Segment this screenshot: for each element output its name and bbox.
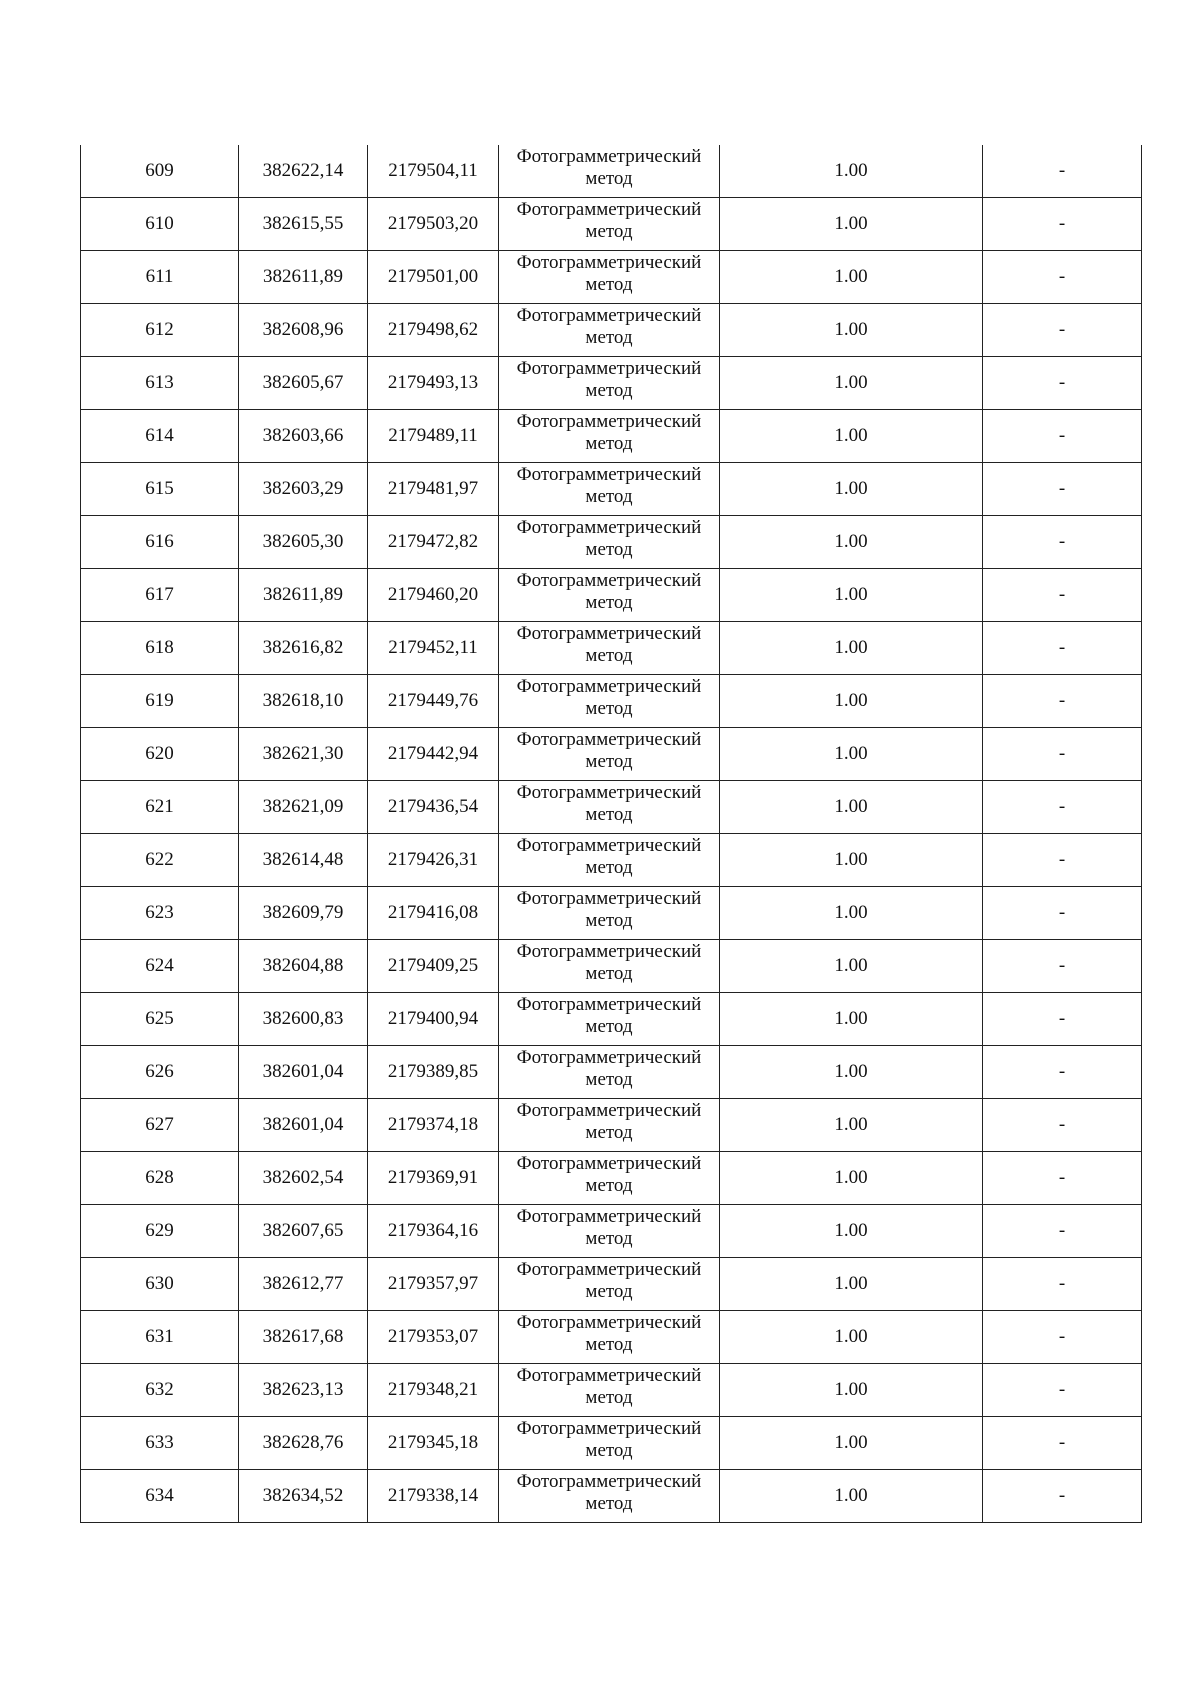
point-number-cell: 625 xyxy=(81,993,239,1046)
coordinates-table-body xyxy=(81,145,1142,1523)
description-cell: - xyxy=(983,1417,1142,1470)
y-coordinate-cell: 2179503,20 xyxy=(368,198,499,251)
method-text: Фотограмметрический метод xyxy=(516,1259,702,1302)
table-row xyxy=(81,728,1142,781)
accuracy-cell: 1.00 xyxy=(720,834,983,887)
method-cell xyxy=(499,569,720,622)
x-coordinate-cell: 382615,55 xyxy=(239,198,368,251)
y-coordinate-cell: 2179338,14 xyxy=(368,1470,499,1523)
description-cell: - xyxy=(983,516,1142,569)
description-cell: - xyxy=(983,887,1142,940)
y-coordinate-cell: 2179442,94 xyxy=(368,728,499,781)
description-cell: - xyxy=(983,1099,1142,1152)
method-cell xyxy=(499,145,720,198)
point-number-cell: 613 xyxy=(81,357,239,410)
table-row xyxy=(81,834,1142,887)
method-text: Фотограмметрический метод xyxy=(516,1418,702,1461)
table-row xyxy=(81,145,1142,198)
description-cell: - xyxy=(983,251,1142,304)
coordinates-table xyxy=(80,145,1142,1523)
method-text: Фотограмметрический метод xyxy=(516,146,702,189)
x-coordinate-cell: 382616,82 xyxy=(239,622,368,675)
x-coordinate-cell: 382621,09 xyxy=(239,781,368,834)
description-cell: - xyxy=(983,1258,1142,1311)
x-coordinate-cell: 382611,89 xyxy=(239,251,368,304)
accuracy-cell: 1.00 xyxy=(720,1152,983,1205)
y-coordinate-cell: 2179504,11 xyxy=(368,145,499,198)
accuracy-cell: 1.00 xyxy=(720,569,983,622)
y-coordinate-cell: 2179389,85 xyxy=(368,1046,499,1099)
y-coordinate-cell: 2179436,54 xyxy=(368,781,499,834)
point-number-cell: 621 xyxy=(81,781,239,834)
point-number-cell: 628 xyxy=(81,1152,239,1205)
method-text: Фотограмметрический метод xyxy=(516,358,702,401)
x-coordinate-cell: 382622,14 xyxy=(239,145,368,198)
table-row xyxy=(81,463,1142,516)
description-cell: - xyxy=(983,145,1142,198)
x-coordinate-cell: 382621,30 xyxy=(239,728,368,781)
y-coordinate-cell: 2179493,13 xyxy=(368,357,499,410)
y-coordinate-cell: 2179345,18 xyxy=(368,1417,499,1470)
method-text: Фотограмметрический метод xyxy=(516,411,702,454)
x-coordinate-cell: 382617,68 xyxy=(239,1311,368,1364)
x-coordinate-cell: 382605,67 xyxy=(239,357,368,410)
x-coordinate-cell: 382611,89 xyxy=(239,569,368,622)
accuracy-cell: 1.00 xyxy=(720,993,983,1046)
accuracy-cell: 1.00 xyxy=(720,728,983,781)
method-cell xyxy=(499,940,720,993)
method-cell xyxy=(499,1046,720,1099)
x-coordinate-cell: 382602,54 xyxy=(239,1152,368,1205)
description-cell: - xyxy=(983,1152,1142,1205)
accuracy-cell: 1.00 xyxy=(720,1258,983,1311)
method-cell xyxy=(499,1470,720,1523)
point-number-cell: 630 xyxy=(81,1258,239,1311)
method-cell xyxy=(499,1311,720,1364)
accuracy-cell: 1.00 xyxy=(720,1046,983,1099)
accuracy-cell: 1.00 xyxy=(720,1205,983,1258)
x-coordinate-cell: 382601,04 xyxy=(239,1046,368,1099)
point-number-cell: 631 xyxy=(81,1311,239,1364)
accuracy-cell: 1.00 xyxy=(720,1311,983,1364)
accuracy-cell: 1.00 xyxy=(720,1099,983,1152)
method-text: Фотограмметрический метод xyxy=(516,782,702,825)
description-cell: - xyxy=(983,1046,1142,1099)
y-coordinate-cell: 2179369,91 xyxy=(368,1152,499,1205)
method-cell xyxy=(499,251,720,304)
y-coordinate-cell: 2179353,07 xyxy=(368,1311,499,1364)
accuracy-cell: 1.00 xyxy=(720,940,983,993)
description-cell: - xyxy=(983,304,1142,357)
method-text: Фотограмметрический метод xyxy=(516,623,702,666)
point-number-cell: 626 xyxy=(81,1046,239,1099)
table-row xyxy=(81,1311,1142,1364)
point-number-cell: 624 xyxy=(81,940,239,993)
accuracy-cell: 1.00 xyxy=(720,304,983,357)
description-cell: - xyxy=(983,622,1142,675)
method-cell xyxy=(499,1099,720,1152)
x-coordinate-cell: 382601,04 xyxy=(239,1099,368,1152)
description-cell: - xyxy=(983,463,1142,516)
table-row xyxy=(81,1099,1142,1152)
table-row xyxy=(81,1417,1142,1470)
y-coordinate-cell: 2179374,18 xyxy=(368,1099,499,1152)
method-text: Фотограмметрический метод xyxy=(516,305,702,348)
method-cell xyxy=(499,834,720,887)
table-row xyxy=(81,781,1142,834)
method-cell xyxy=(499,1258,720,1311)
point-number-cell: 634 xyxy=(81,1470,239,1523)
accuracy-cell: 1.00 xyxy=(720,145,983,198)
y-coordinate-cell: 2179364,16 xyxy=(368,1205,499,1258)
method-cell xyxy=(499,516,720,569)
description-cell: - xyxy=(983,993,1142,1046)
table-row xyxy=(81,304,1142,357)
x-coordinate-cell: 382604,88 xyxy=(239,940,368,993)
method-text: Фотограмметрический метод xyxy=(516,729,702,772)
method-text: Фотограмметрический метод xyxy=(516,464,702,507)
x-coordinate-cell: 382634,52 xyxy=(239,1470,368,1523)
description-cell: - xyxy=(983,357,1142,410)
x-coordinate-cell: 382628,76 xyxy=(239,1417,368,1470)
accuracy-cell: 1.00 xyxy=(720,675,983,728)
method-text: Фотограмметрический метод xyxy=(516,570,702,613)
x-coordinate-cell: 382603,29 xyxy=(239,463,368,516)
method-cell xyxy=(499,1364,720,1417)
y-coordinate-cell: 2179426,31 xyxy=(368,834,499,887)
x-coordinate-cell: 382614,48 xyxy=(239,834,368,887)
method-text: Фотограмметрический метод xyxy=(516,835,702,878)
y-coordinate-cell: 2179449,76 xyxy=(368,675,499,728)
method-text: Фотограмметрический метод xyxy=(516,1365,702,1408)
x-coordinate-cell: 382600,83 xyxy=(239,993,368,1046)
table-row xyxy=(81,1205,1142,1258)
table-row xyxy=(81,410,1142,463)
method-cell xyxy=(499,1205,720,1258)
method-text: Фотограмметрический метод xyxy=(516,517,702,560)
y-coordinate-cell: 2179400,94 xyxy=(368,993,499,1046)
y-coordinate-cell: 2179409,25 xyxy=(368,940,499,993)
accuracy-cell: 1.00 xyxy=(720,251,983,304)
method-cell xyxy=(499,463,720,516)
point-number-cell: 633 xyxy=(81,1417,239,1470)
point-number-cell: 616 xyxy=(81,516,239,569)
x-coordinate-cell: 382609,79 xyxy=(239,887,368,940)
point-number-cell: 627 xyxy=(81,1099,239,1152)
table-row xyxy=(81,198,1142,251)
y-coordinate-cell: 2179481,97 xyxy=(368,463,499,516)
y-coordinate-cell: 2179498,62 xyxy=(368,304,499,357)
accuracy-cell: 1.00 xyxy=(720,463,983,516)
description-cell: - xyxy=(983,675,1142,728)
table-row xyxy=(81,357,1142,410)
method-cell xyxy=(499,1417,720,1470)
accuracy-cell: 1.00 xyxy=(720,1417,983,1470)
x-coordinate-cell: 382612,77 xyxy=(239,1258,368,1311)
table-row xyxy=(81,569,1142,622)
description-cell: - xyxy=(983,1311,1142,1364)
description-cell: - xyxy=(983,1205,1142,1258)
method-text: Фотограмметрический метод xyxy=(516,199,702,242)
method-cell xyxy=(499,781,720,834)
method-text: Фотограмметрический метод xyxy=(516,676,702,719)
method-text: Фотограмметрический метод xyxy=(516,1153,702,1196)
method-cell xyxy=(499,622,720,675)
point-number-cell: 614 xyxy=(81,410,239,463)
table-row xyxy=(81,1470,1142,1523)
point-number-cell: 622 xyxy=(81,834,239,887)
accuracy-cell: 1.00 xyxy=(720,1470,983,1523)
x-coordinate-cell: 382607,65 xyxy=(239,1205,368,1258)
method-text: Фотограмметрический метод xyxy=(516,1471,702,1514)
point-number-cell: 632 xyxy=(81,1364,239,1417)
point-number-cell: 618 xyxy=(81,622,239,675)
y-coordinate-cell: 2179357,97 xyxy=(368,1258,499,1311)
point-number-cell: 610 xyxy=(81,198,239,251)
method-cell xyxy=(499,410,720,463)
table-row xyxy=(81,1046,1142,1099)
method-text: Фотограмметрический метод xyxy=(516,888,702,931)
method-text: Фотограмметрический метод xyxy=(516,1100,702,1143)
y-coordinate-cell: 2179452,11 xyxy=(368,622,499,675)
method-cell xyxy=(499,357,720,410)
table-row xyxy=(81,1152,1142,1205)
method-cell xyxy=(499,1152,720,1205)
method-cell xyxy=(499,675,720,728)
method-cell xyxy=(499,728,720,781)
description-cell: - xyxy=(983,940,1142,993)
description-cell: - xyxy=(983,198,1142,251)
point-number-cell: 612 xyxy=(81,304,239,357)
accuracy-cell: 1.00 xyxy=(720,781,983,834)
point-number-cell: 623 xyxy=(81,887,239,940)
point-number-cell: 615 xyxy=(81,463,239,516)
method-text: Фотограмметрический метод xyxy=(516,1047,702,1090)
y-coordinate-cell: 2179416,08 xyxy=(368,887,499,940)
y-coordinate-cell: 2179489,11 xyxy=(368,410,499,463)
point-number-cell: 629 xyxy=(81,1205,239,1258)
description-cell: - xyxy=(983,569,1142,622)
y-coordinate-cell: 2179472,82 xyxy=(368,516,499,569)
table-row xyxy=(81,516,1142,569)
accuracy-cell: 1.00 xyxy=(720,622,983,675)
method-text: Фотограмметрический метод xyxy=(516,994,702,1037)
x-coordinate-cell: 382623,13 xyxy=(239,1364,368,1417)
description-cell: - xyxy=(983,1470,1142,1523)
x-coordinate-cell: 382605,30 xyxy=(239,516,368,569)
method-cell xyxy=(499,887,720,940)
point-number-cell: 617 xyxy=(81,569,239,622)
description-cell: - xyxy=(983,1364,1142,1417)
x-coordinate-cell: 382618,10 xyxy=(239,675,368,728)
accuracy-cell: 1.00 xyxy=(720,198,983,251)
accuracy-cell: 1.00 xyxy=(720,410,983,463)
x-coordinate-cell: 382603,66 xyxy=(239,410,368,463)
table-row xyxy=(81,622,1142,675)
table-row xyxy=(81,251,1142,304)
y-coordinate-cell: 2179348,21 xyxy=(368,1364,499,1417)
point-number-cell: 620 xyxy=(81,728,239,781)
method-cell xyxy=(499,993,720,1046)
method-cell xyxy=(499,198,720,251)
table-row xyxy=(81,993,1142,1046)
point-number-cell: 609 xyxy=(81,145,239,198)
x-coordinate-cell: 382608,96 xyxy=(239,304,368,357)
method-text: Фотограмметрический метод xyxy=(516,1312,702,1355)
method-text: Фотограмметрический метод xyxy=(516,252,702,295)
table-row xyxy=(81,1364,1142,1417)
method-text: Фотограмметрический метод xyxy=(516,941,702,984)
point-number-cell: 619 xyxy=(81,675,239,728)
method-text: Фотограмметрический метод xyxy=(516,1206,702,1249)
accuracy-cell: 1.00 xyxy=(720,357,983,410)
y-coordinate-cell: 2179501,00 xyxy=(368,251,499,304)
accuracy-cell: 1.00 xyxy=(720,1364,983,1417)
description-cell: - xyxy=(983,781,1142,834)
method-cell xyxy=(499,304,720,357)
table-row xyxy=(81,940,1142,993)
accuracy-cell: 1.00 xyxy=(720,516,983,569)
point-number-cell: 611 xyxy=(81,251,239,304)
description-cell: - xyxy=(983,834,1142,887)
accuracy-cell: 1.00 xyxy=(720,887,983,940)
description-cell: - xyxy=(983,728,1142,781)
description-cell: - xyxy=(983,410,1142,463)
table-row xyxy=(81,1258,1142,1311)
table-row xyxy=(81,675,1142,728)
table-row xyxy=(81,887,1142,940)
y-coordinate-cell: 2179460,20 xyxy=(368,569,499,622)
